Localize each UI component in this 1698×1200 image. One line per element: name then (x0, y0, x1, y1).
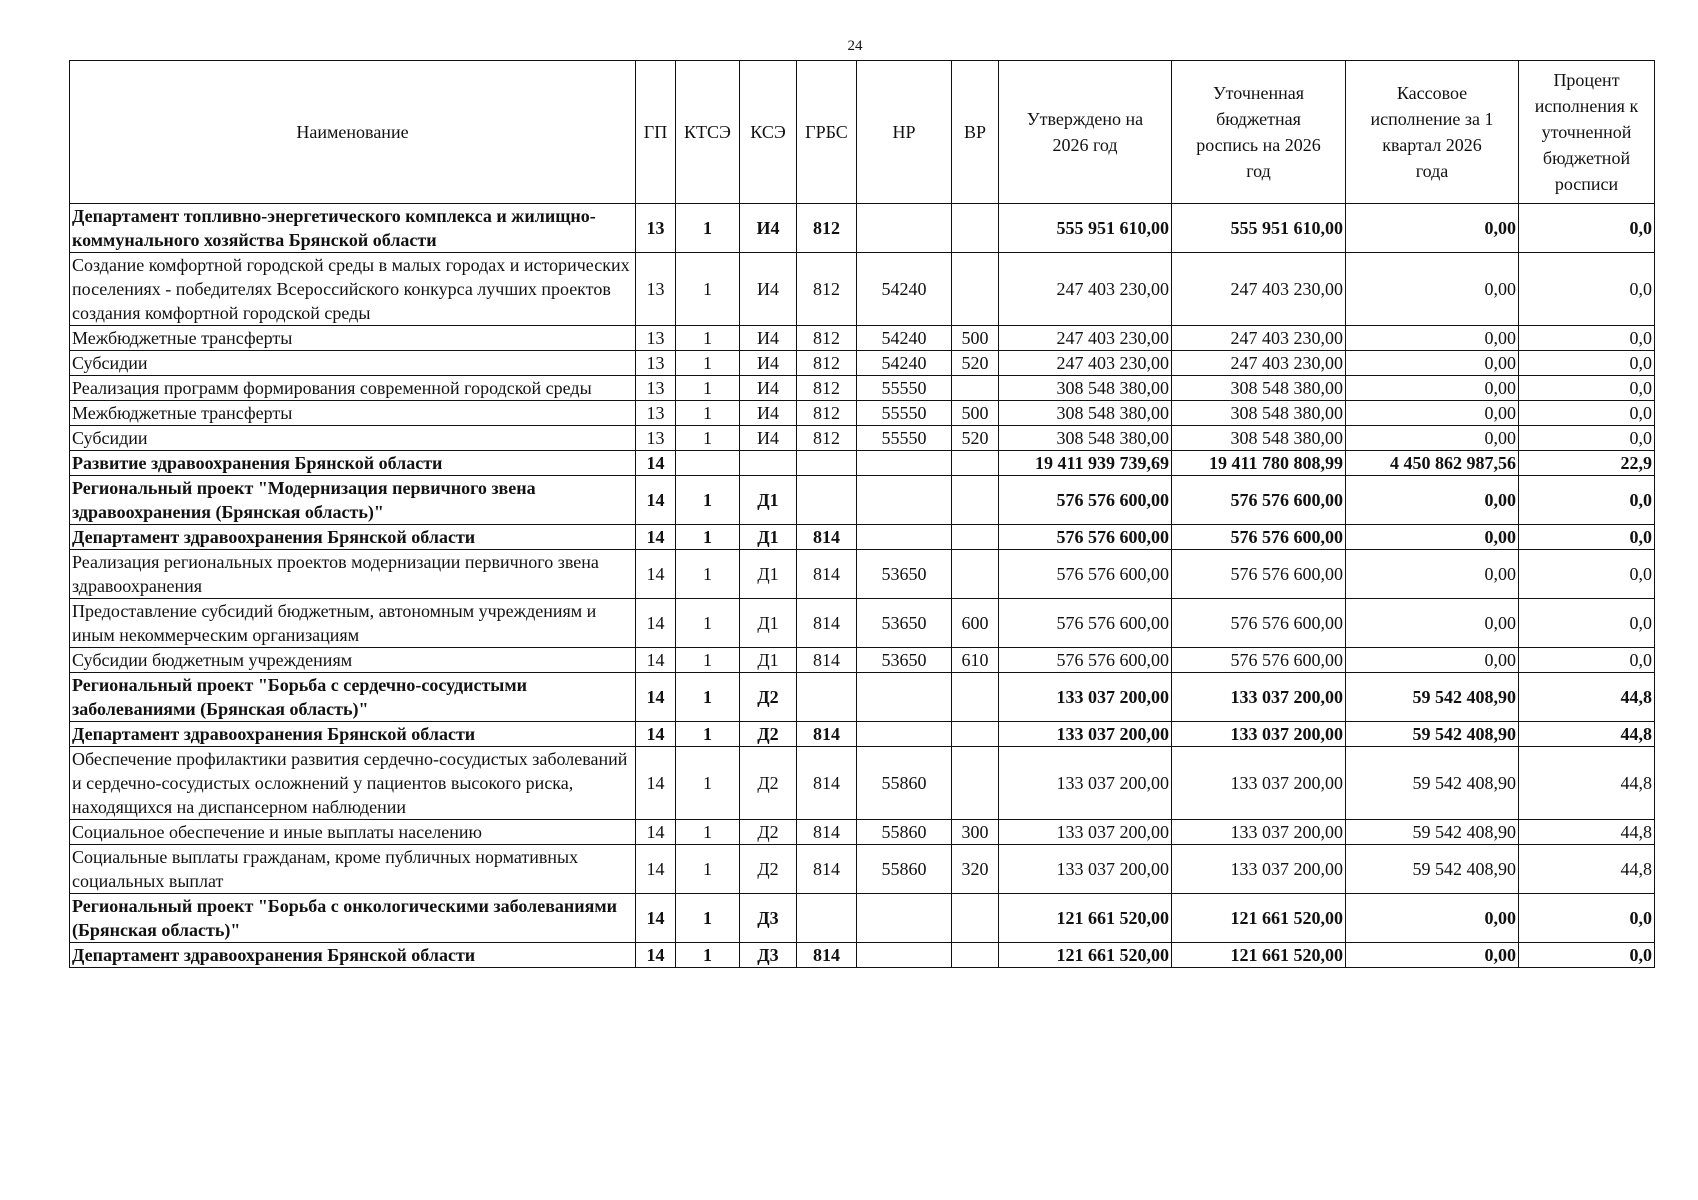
cell-gp: 14 (636, 550, 676, 599)
cell-cash: 0,00 (1346, 550, 1519, 599)
cell-name: Социальное обеспечение и иные выплаты населению (70, 820, 636, 845)
cell-kse: Д2 (740, 820, 797, 845)
cell-approved: 576 576 600,00 (999, 648, 1172, 673)
cell-cash: 0,00 (1346, 599, 1519, 648)
cell-vr: 520 (952, 351, 999, 376)
cell-refined: 308 548 380,00 (1172, 401, 1346, 426)
cell-ktse: 1 (676, 426, 740, 451)
cell-refined: 308 548 380,00 (1172, 426, 1346, 451)
cell-ktse: 1 (676, 845, 740, 894)
cell-cash: 0,00 (1346, 253, 1519, 326)
cell-refined: 576 576 600,00 (1172, 525, 1346, 550)
cell-vr (952, 253, 999, 326)
cell-cash: 0,00 (1346, 943, 1519, 968)
header-name: Наименование (70, 61, 636, 204)
cell-grbs (797, 894, 857, 943)
cell-approved: 133 037 200,00 (999, 845, 1172, 894)
cell-ktse: 1 (676, 943, 740, 968)
cell-kse: Д2 (740, 673, 797, 722)
cell-grbs: 812 (797, 326, 857, 351)
cell-nr: 53650 (857, 599, 952, 648)
header-gp: ГП (636, 61, 676, 204)
cell-ktse: 1 (676, 476, 740, 525)
page-number: 24 (847, 38, 863, 54)
cell-cash: 59 542 408,90 (1346, 673, 1519, 722)
cell-approved: 576 576 600,00 (999, 599, 1172, 648)
cell-vr (952, 722, 999, 747)
cell-kse: И4 (740, 426, 797, 451)
cell-cash: 0,00 (1346, 525, 1519, 550)
cell-gp: 14 (636, 476, 676, 525)
cell-gp: 14 (636, 943, 676, 968)
cell-percent: 0,0 (1519, 599, 1655, 648)
cell-percent: 22,9 (1519, 451, 1655, 476)
cell-refined: 576 576 600,00 (1172, 550, 1346, 599)
cell-name: Обеспечение профилактики развития сердечно-сосудистых заболеваний и сердечно-сосудистых осложнений у пациентов высокого риска, находящихся на диспансерном наблюдении (70, 747, 636, 820)
cell-approved: 308 548 380,00 (999, 376, 1172, 401)
cell-name: Социальные выплаты гражданам, кроме публичных нормативных социальных выплат (70, 845, 636, 894)
cell-gp: 13 (636, 426, 676, 451)
cell-gp: 14 (636, 648, 676, 673)
cell-nr: 55550 (857, 401, 952, 426)
cell-approved: 308 548 380,00 (999, 426, 1172, 451)
cell-nr: 53650 (857, 648, 952, 673)
cell-name: Межбюджетные трансферты (70, 401, 636, 426)
cell-kse: И4 (740, 326, 797, 351)
cell-vr: 500 (952, 326, 999, 351)
cell-kse: Д1 (740, 599, 797, 648)
cell-name: Предоставление субсидий бюджетным, автономным учреждениям и иным некоммерческим организациям (70, 599, 636, 648)
cell-ktse: 1 (676, 401, 740, 426)
cell-approved: 133 037 200,00 (999, 747, 1172, 820)
cell-cash: 0,00 (1346, 894, 1519, 943)
cell-grbs (797, 673, 857, 722)
cell-gp: 14 (636, 894, 676, 943)
cell-percent: 0,0 (1519, 648, 1655, 673)
cell-refined: 576 576 600,00 (1172, 476, 1346, 525)
cell-ktse: 1 (676, 525, 740, 550)
cell-kse: Д1 (740, 550, 797, 599)
table-row (70, 673, 1655, 722)
table-header-row (70, 61, 1655, 204)
table-row (70, 376, 1655, 401)
cell-ktse: 1 (676, 253, 740, 326)
cell-grbs: 812 (797, 426, 857, 451)
cell-vr (952, 376, 999, 401)
cell-kse: Д2 (740, 747, 797, 820)
cell-grbs: 814 (797, 747, 857, 820)
cell-percent: 0,0 (1519, 376, 1655, 401)
cell-ktse: 1 (676, 820, 740, 845)
cell-percent: 0,0 (1519, 351, 1655, 376)
cell-grbs: 814 (797, 943, 857, 968)
cell-nr: 55550 (857, 376, 952, 401)
cell-refined: 576 576 600,00 (1172, 599, 1346, 648)
cell-approved: 247 403 230,00 (999, 351, 1172, 376)
cell-cash: 0,00 (1346, 326, 1519, 351)
cell-refined: 121 661 520,00 (1172, 943, 1346, 968)
cell-ktse: 1 (676, 326, 740, 351)
cell-grbs: 814 (797, 525, 857, 550)
header-ktse: КТСЭ (676, 61, 740, 204)
table-row (70, 894, 1655, 943)
cell-name: Субсидии (70, 351, 636, 376)
cell-name: Реализация программ формирования современной городской среды (70, 376, 636, 401)
cell-name: Региональный проект "Модернизация первичного звена здравоохранения (Брянская область)" (70, 476, 636, 525)
cell-cash: 0,00 (1346, 204, 1519, 253)
cell-vr: 610 (952, 648, 999, 673)
cell-ktse: 1 (676, 204, 740, 253)
cell-refined: 133 037 200,00 (1172, 820, 1346, 845)
cell-approved: 121 661 520,00 (999, 894, 1172, 943)
cell-cash: 59 542 408,90 (1346, 747, 1519, 820)
cell-cash: 0,00 (1346, 376, 1519, 401)
cell-gp: 14 (636, 722, 676, 747)
cell-gp: 14 (636, 820, 676, 845)
cell-gp: 14 (636, 451, 676, 476)
cell-nr (857, 525, 952, 550)
cell-percent: 0,0 (1519, 550, 1655, 599)
cell-grbs: 814 (797, 550, 857, 599)
cell-cash: 59 542 408,90 (1346, 845, 1519, 894)
cell-kse: И4 (740, 376, 797, 401)
cell-grbs: 814 (797, 722, 857, 747)
cell-vr: 600 (952, 599, 999, 648)
cell-name: Департамент здравоохранения Брянской области (70, 943, 636, 968)
cell-grbs: 814 (797, 845, 857, 894)
cell-approved: 19 411 939 739,69 (999, 451, 1172, 476)
cell-gp: 13 (636, 253, 676, 326)
cell-gp: 13 (636, 376, 676, 401)
cell-ktse: 1 (676, 550, 740, 599)
cell-cash: 59 542 408,90 (1346, 722, 1519, 747)
cell-percent: 0,0 (1519, 401, 1655, 426)
table-row (70, 747, 1655, 820)
header-vr: ВР (952, 61, 999, 204)
table-row (70, 525, 1655, 550)
cell-vr (952, 747, 999, 820)
cell-grbs: 814 (797, 648, 857, 673)
cell-gp: 14 (636, 845, 676, 894)
cell-nr (857, 476, 952, 525)
cell-grbs: 814 (797, 599, 857, 648)
table-row (70, 476, 1655, 525)
table-row (70, 648, 1655, 673)
cell-refined: 121 661 520,00 (1172, 894, 1346, 943)
cell-kse: И4 (740, 401, 797, 426)
cell-nr (857, 894, 952, 943)
cell-kse (740, 451, 797, 476)
cell-approved: 576 576 600,00 (999, 525, 1172, 550)
cell-refined: 308 548 380,00 (1172, 376, 1346, 401)
cell-gp: 14 (636, 599, 676, 648)
cell-nr (857, 673, 952, 722)
cell-name: Реализация региональных проектов модернизации первичного звена здравоохранения (70, 550, 636, 599)
cell-vr: 500 (952, 401, 999, 426)
cell-vr: 300 (952, 820, 999, 845)
cell-name: Региональный проект "Борьба с онкологическими заболеваниями (Брянская область)" (70, 894, 636, 943)
table-row (70, 253, 1655, 326)
cell-refined: 133 037 200,00 (1172, 722, 1346, 747)
cell-ktse: 1 (676, 747, 740, 820)
cell-percent: 0,0 (1519, 253, 1655, 326)
cell-kse: Д1 (740, 476, 797, 525)
cell-refined: 19 411 780 808,99 (1172, 451, 1346, 476)
cell-percent: 44,8 (1519, 747, 1655, 820)
cell-approved: 121 661 520,00 (999, 943, 1172, 968)
cell-nr: 53650 (857, 550, 952, 599)
cell-grbs: 812 (797, 204, 857, 253)
cell-kse: И4 (740, 204, 797, 253)
cell-nr: 55860 (857, 820, 952, 845)
table-row (70, 599, 1655, 648)
cell-nr: 54240 (857, 326, 952, 351)
cell-kse: Д3 (740, 943, 797, 968)
cell-kse: Д3 (740, 894, 797, 943)
cell-gp: 13 (636, 204, 676, 253)
cell-grbs: 812 (797, 351, 857, 376)
cell-vr (952, 550, 999, 599)
cell-name: Создание комфортной городской среды в малых городах и исторических поселениях - победителях Всероссийского конкурса лучших проектов создания комфортной городской среды (70, 253, 636, 326)
cell-nr: 54240 (857, 351, 952, 376)
cell-nr: 55860 (857, 845, 952, 894)
cell-approved: 133 037 200,00 (999, 722, 1172, 747)
cell-refined: 133 037 200,00 (1172, 747, 1346, 820)
cell-refined: 247 403 230,00 (1172, 326, 1346, 351)
header-refined: Уточненная бюджетная роспись на 2026 год (1172, 61, 1346, 204)
cell-cash: 4 450 862 987,56 (1346, 451, 1519, 476)
cell-ktse: 1 (676, 673, 740, 722)
cell-gp: 13 (636, 401, 676, 426)
cell-cash: 0,00 (1346, 476, 1519, 525)
cell-gp: 14 (636, 673, 676, 722)
cell-ktse: 1 (676, 351, 740, 376)
cell-ktse: 1 (676, 599, 740, 648)
cell-vr (952, 943, 999, 968)
cell-refined: 555 951 610,00 (1172, 204, 1346, 253)
cell-kse: Д1 (740, 525, 797, 550)
cell-nr (857, 204, 952, 253)
cell-vr (952, 894, 999, 943)
cell-vr: 320 (952, 845, 999, 894)
cell-kse: И4 (740, 351, 797, 376)
cell-gp: 14 (636, 747, 676, 820)
header-percent: Процент исполнения к уточненной бюджетной росписи (1519, 61, 1655, 204)
cell-percent: 44,8 (1519, 845, 1655, 894)
header-cash: Кассовое исполнение за 1 квартал 2026 года (1346, 61, 1519, 204)
cell-nr (857, 722, 952, 747)
cell-percent: 0,0 (1519, 426, 1655, 451)
cell-refined: 247 403 230,00 (1172, 351, 1346, 376)
cell-cash: 0,00 (1346, 426, 1519, 451)
cell-name: Развитие здравоохранения Брянской области (70, 451, 636, 476)
cell-ktse: 1 (676, 648, 740, 673)
header-nr: НР (857, 61, 952, 204)
cell-nr (857, 451, 952, 476)
cell-ktse: 1 (676, 894, 740, 943)
cell-nr (857, 943, 952, 968)
header-kse: КСЭ (740, 61, 797, 204)
cell-percent: 0,0 (1519, 476, 1655, 525)
cell-kse: Д2 (740, 845, 797, 894)
cell-percent: 0,0 (1519, 326, 1655, 351)
budget-execution-table (69, 60, 1655, 968)
cell-refined: 133 037 200,00 (1172, 673, 1346, 722)
cell-vr (952, 525, 999, 550)
cell-percent: 0,0 (1519, 943, 1655, 968)
cell-grbs: 812 (797, 376, 857, 401)
cell-cash: 0,00 (1346, 351, 1519, 376)
table-row (70, 351, 1655, 376)
cell-nr: 55860 (857, 747, 952, 820)
header-grbs: ГРБС (797, 61, 857, 204)
cell-vr (952, 476, 999, 525)
cell-percent: 0,0 (1519, 204, 1655, 253)
cell-vr: 520 (952, 426, 999, 451)
table-row (70, 204, 1655, 253)
cell-approved: 247 403 230,00 (999, 253, 1172, 326)
cell-approved: 576 576 600,00 (999, 476, 1172, 525)
cell-approved: 133 037 200,00 (999, 673, 1172, 722)
table-row (70, 426, 1655, 451)
cell-grbs: 812 (797, 253, 857, 326)
table-row (70, 722, 1655, 747)
cell-refined: 576 576 600,00 (1172, 648, 1346, 673)
table-row (70, 451, 1655, 476)
table-row (70, 845, 1655, 894)
cell-approved: 308 548 380,00 (999, 401, 1172, 426)
cell-grbs (797, 476, 857, 525)
cell-gp: 13 (636, 326, 676, 351)
cell-name: Субсидии бюджетным учреждениям (70, 648, 636, 673)
cell-name: Региональный проект "Борьба с сердечно-сосудистыми заболеваниями (Брянская область)" (70, 673, 636, 722)
cell-percent: 44,8 (1519, 820, 1655, 845)
cell-grbs: 814 (797, 820, 857, 845)
cell-approved: 247 403 230,00 (999, 326, 1172, 351)
cell-name: Субсидии (70, 426, 636, 451)
cell-gp: 13 (636, 351, 676, 376)
cell-vr (952, 204, 999, 253)
table-row (70, 943, 1655, 968)
cell-ktse: 1 (676, 376, 740, 401)
cell-cash: 0,00 (1346, 648, 1519, 673)
cell-approved: 555 951 610,00 (999, 204, 1172, 253)
header-approved: Утверждено на 2026 год (999, 61, 1172, 204)
cell-percent: 44,8 (1519, 673, 1655, 722)
cell-name: Департамент здравоохранения Брянской области (70, 525, 636, 550)
cell-ktse: 1 (676, 722, 740, 747)
cell-cash: 59 542 408,90 (1346, 820, 1519, 845)
cell-gp: 14 (636, 525, 676, 550)
table-row (70, 550, 1655, 599)
cell-vr (952, 451, 999, 476)
cell-approved: 576 576 600,00 (999, 550, 1172, 599)
cell-kse: Д1 (740, 648, 797, 673)
cell-nr: 55550 (857, 426, 952, 451)
cell-vr (952, 673, 999, 722)
cell-cash: 0,00 (1346, 401, 1519, 426)
cell-grbs (797, 451, 857, 476)
table-row (70, 326, 1655, 351)
cell-percent: 0,0 (1519, 894, 1655, 943)
table-row (70, 820, 1655, 845)
table-row (70, 401, 1655, 426)
cell-kse: Д2 (740, 722, 797, 747)
cell-refined: 133 037 200,00 (1172, 845, 1346, 894)
cell-kse: И4 (740, 253, 797, 326)
cell-approved: 133 037 200,00 (999, 820, 1172, 845)
cell-name: Межбюджетные трансферты (70, 326, 636, 351)
cell-refined: 247 403 230,00 (1172, 253, 1346, 326)
cell-ktse (676, 451, 740, 476)
cell-grbs: 812 (797, 401, 857, 426)
cell-name: Департамент топливно-энергетического комплекса и жилищно-коммунального хозяйства Брянской области (70, 204, 636, 253)
cell-nr: 54240 (857, 253, 952, 326)
cell-percent: 0,0 (1519, 525, 1655, 550)
cell-name: Департамент здравоохранения Брянской области (70, 722, 636, 747)
cell-percent: 44,8 (1519, 722, 1655, 747)
